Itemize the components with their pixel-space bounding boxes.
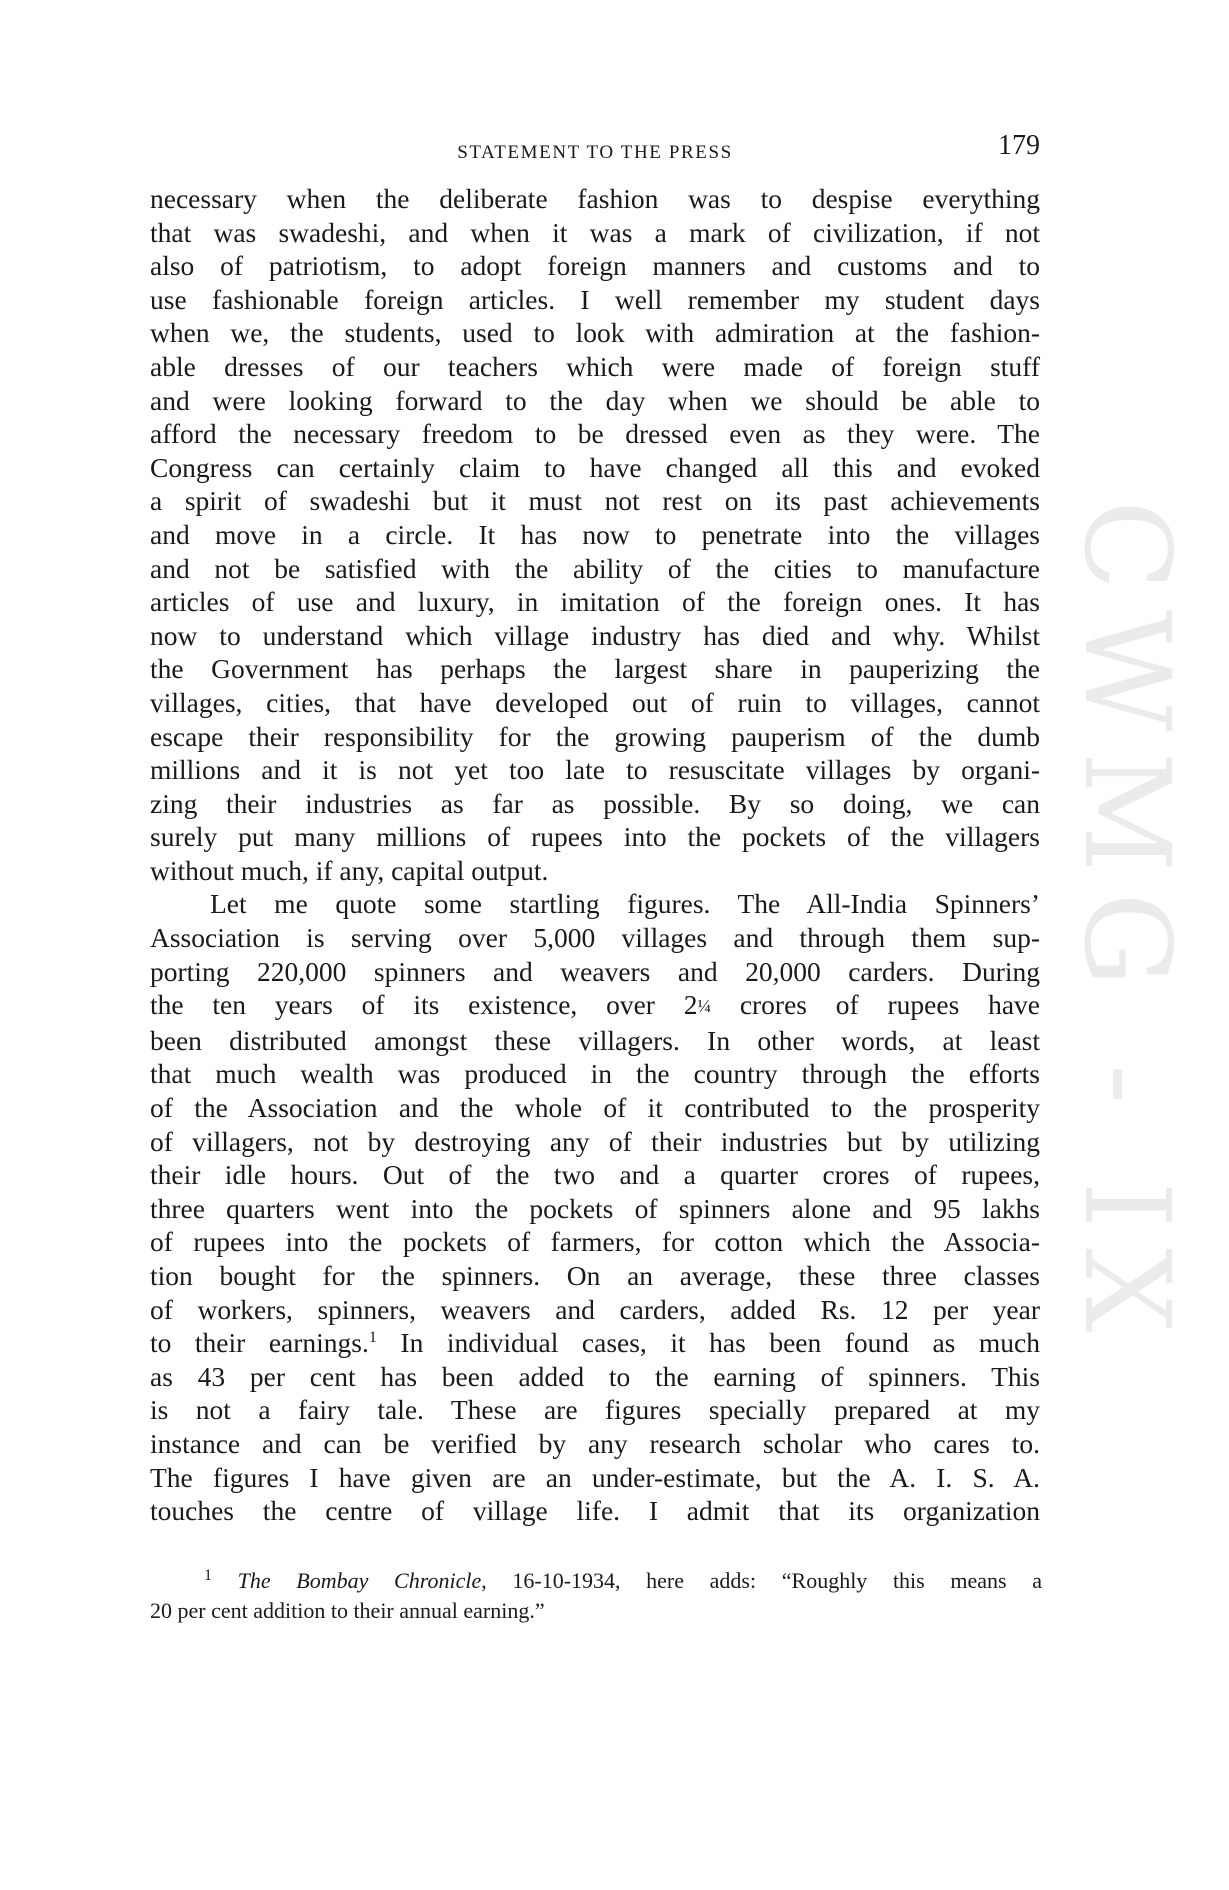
footnote-line [150, 1566, 1042, 1596]
text-line: is not a fairy tale. These are figures specially prepared at my [150, 1394, 1040, 1426]
text-line: villages, cities, that have developed out of ruin to villages, cannot [150, 686, 1040, 718]
text-line: as 43 per cent has been added to the earning of spinners. This [150, 1360, 1040, 1392]
text-line: a spirit of swadeshi but it must not rest on its past achievements [150, 485, 1040, 517]
text-line: Association is serving over 5,000 villages and through them sup- [150, 922, 1040, 954]
text-line: articles of use and luxury, in imitation of the foreign ones. It has [150, 586, 1040, 618]
text-line: Let me quote some startling figures. The All-India Spinners’ [210, 888, 1040, 920]
text-fragment: the ten years of its existence, over 2 [150, 989, 698, 1021]
footnote-mark: 1 [204, 1567, 212, 1584]
text-line: millions and it is not yet too late to resuscitate villages by organi- [150, 754, 1040, 786]
text-line: three quarters went into the pockets of spinners alone and 95 lakhs [150, 1192, 1040, 1224]
page-number: 179 [998, 130, 1040, 161]
text-line: when we, the students, used to look with admiration at the fashion- [150, 317, 1040, 349]
text-line: afford the necessary freedom to be dressed even as they were. The [150, 418, 1040, 450]
text-line: able dresses of our teachers which were made of foreign stuff [150, 350, 1040, 382]
text-line [150, 988, 1040, 1024]
text-line: The figures I have given are an under-estimate, but the A. I. S. A. [150, 1461, 1040, 1493]
text-line: of villagers, not by destroying any of their industries but by utilizing [150, 1125, 1040, 1157]
text-line: now to understand which village industry has died and why. Whilst [150, 619, 1040, 651]
footnote-text: , 16-10-1934, here adds: “Roughly this means a [481, 1568, 1042, 1593]
text-line: and were looking forward to the day when we should be able to [150, 384, 1040, 416]
paragraph-1 [150, 182, 1040, 887]
footnote [150, 1566, 1042, 1626]
footnote-source: The Bombay Chronicle [237, 1568, 482, 1593]
running-head: STATEMENT TO THE PRESS [457, 142, 733, 163]
page-header [150, 130, 1040, 170]
text-line: the Government has perhaps the largest share in pauperizing the [150, 653, 1040, 685]
text-line: been distributed amongst these villagers. In other words, at least [150, 1024, 1040, 1056]
text-fragment: to their earnings. [150, 1327, 369, 1359]
watermark: CWMG - IX [1058, 500, 1196, 1353]
footnote-line: 20 per cent addition to their annual earning.” [150, 1598, 545, 1623]
text-line: also of patriotism, to adopt foreign manners and customs and to [150, 250, 1040, 282]
text-line: use fashionable foreign articles. I well remember my student days [150, 283, 1040, 315]
text-line: touches the centre of village life. I admit that its organization [150, 1495, 1040, 1527]
text-line: of rupees into the pockets of farmers, for cotton which the Associa- [150, 1226, 1040, 1258]
body-text [150, 182, 1040, 1528]
footnote-reference: 1 [368, 1329, 377, 1347]
text-line: necessary when the deliberate fashion was to despise everything [150, 183, 1040, 214]
text-line: zing their industries as far as possible. By so doing, we can [150, 787, 1040, 819]
text-line: Congress can certainly claim to have changed all this and evoked [150, 451, 1040, 483]
text-line: of the Association and the whole of it contributed to the prosperity [150, 1092, 1040, 1124]
text-line: without much, if any, capital output. [150, 854, 549, 886]
text-line: that was swadeshi, and when it was a mark of civilization, if not [150, 216, 1040, 248]
text-fragment: crores of rupees have [711, 989, 1040, 1021]
text-line: of workers, spinners, weavers and carders, added Rs. 12 per year [150, 1293, 1040, 1325]
text-line: porting 220,000 spinners and weavers and 20,000 carders. During [150, 955, 1040, 987]
text-line: their idle hours. Out of the two and a quarter crores of rupees, [150, 1159, 1040, 1191]
text-line: escape their responsibility for the growing pauperism of the dumb [150, 720, 1040, 752]
text-line: surely put many millions of rupees into the pockets of the villagers [150, 821, 1040, 853]
text-line: tion bought for the spinners. On an average, these three classes [150, 1260, 1040, 1291]
text-line [150, 1326, 1040, 1360]
text-line: that much wealth was produced in the country through the efforts [150, 1058, 1040, 1090]
text-line: and move in a circle. It has now to penetrate into the villages [150, 518, 1040, 550]
text-line: instance and can be verified by any research scholar who cares to. [150, 1427, 1040, 1459]
fraction: ¼ [697, 996, 712, 1017]
text-fragment: In individual cases, it has been found as much [376, 1327, 1040, 1359]
text-line: and not be satisfied with the ability of the cities to manufacture [150, 552, 1040, 584]
paragraph-2 [150, 887, 1040, 1527]
